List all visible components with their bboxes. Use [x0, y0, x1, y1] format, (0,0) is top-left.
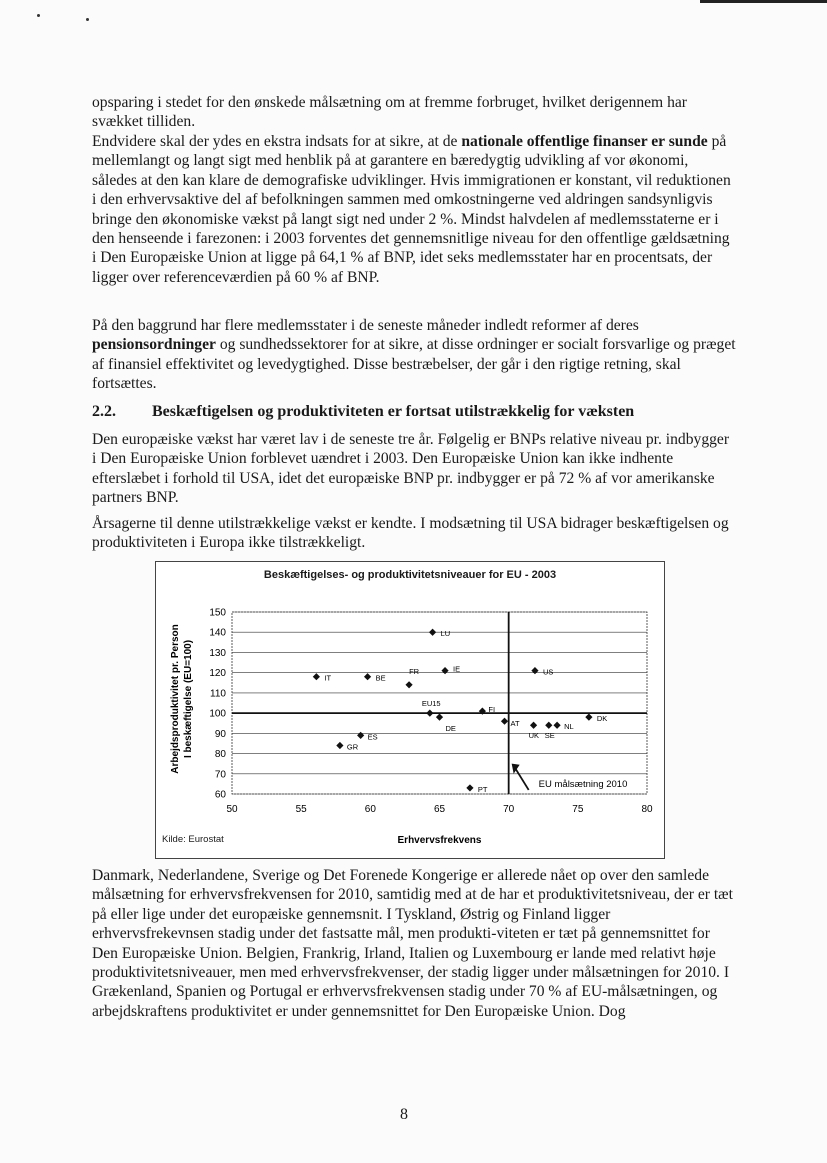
- section-title: Beskæftigelsen og produktiviteten er fortsat utilstrækkelig for væksten: [152, 403, 635, 420]
- paragraph-5: [92, 514, 736, 553]
- point-label-dk: DK: [596, 714, 608, 724]
- y-tick-label: 110: [210, 688, 226, 700]
- y-tick-label: 140: [209, 627, 226, 639]
- data-point-be: [364, 673, 371, 680]
- point-label-fr: FR: [409, 666, 420, 676]
- point-label-us: US: [542, 667, 554, 677]
- paragraph-3: [92, 316, 736, 394]
- scan-speck: [86, 18, 89, 21]
- point-label-nl: NL: [564, 722, 574, 732]
- paragraph-1: [92, 93, 736, 132]
- data-point-at: [501, 718, 508, 725]
- data-point-se: [545, 722, 552, 729]
- top-edge-line: [700, 0, 827, 3]
- y-tick-label: 70: [214, 769, 226, 781]
- point-label-at: AT: [510, 719, 520, 729]
- data-point-eu15: [426, 710, 433, 717]
- chart-source: Kilde: Eurostat: [162, 834, 224, 845]
- data-point-nl: [553, 722, 560, 729]
- point-label-es: ES: [367, 732, 378, 742]
- text-run: På den baggrund har flere medlemsstater i de seneste måneder indledt reformer af deres: [92, 317, 639, 334]
- x-axis-label: Erhvervsfrekvens: [397, 835, 482, 846]
- bold-phrase: pensionsordninger: [92, 336, 216, 354]
- paragraph-2: [92, 132, 736, 287]
- section-heading: [92, 402, 736, 422]
- annotation-label: EU målsætning 2010: [538, 778, 628, 790]
- x-tick-label: 65: [433, 804, 446, 815]
- point-label-fi: FI: [488, 705, 496, 715]
- data-point-gr: [336, 742, 343, 749]
- x-tick-label: 60: [364, 804, 376, 815]
- paragraph-4: [92, 430, 736, 508]
- x-tick-label: 50: [226, 804, 238, 815]
- y-tick-label: 60: [214, 789, 226, 801]
- data-point-dk: [585, 714, 592, 721]
- data-point-es: [357, 732, 364, 739]
- y-tick-label: 100: [209, 708, 226, 720]
- x-tick-label: 55: [295, 804, 307, 815]
- page-number: 8: [400, 1106, 408, 1123]
- y-tick-label: 120: [209, 668, 226, 680]
- text-run: Endvidere skal der ydes en ekstra indsats for at sikre, at de: [92, 133, 462, 150]
- y-tick-label: 90: [214, 728, 226, 740]
- data-point-fr: [405, 681, 412, 688]
- section-number: 2.2.: [92, 403, 116, 420]
- point-label-be: BE: [375, 673, 386, 683]
- text-run: og sundhedssektorer for at sikre, at disse ordninger er socialt forsvarlige og præget af finansiel effektivitet og levedygtighed. Disse bestræbelser, der går i den rigtige retning, skal fortsættes.: [92, 336, 736, 393]
- data-point-us: [531, 667, 538, 674]
- y-tick-label: 150: [209, 607, 226, 619]
- y-axis-label-line: I beskæftigelse (EU=100): [183, 639, 194, 759]
- point-label-it: IT: [324, 673, 332, 683]
- point-label-eu15: EU15: [421, 699, 441, 709]
- chart-title: Beskæftigelses- og produktivitetsniveauer for EU - 2003: [263, 569, 557, 581]
- point-label-gr: GR: [346, 742, 359, 752]
- text-run: Årsagerne til denne utilstrækkelige vækst er kendte. I modsætning til USA bidrager beskæftigelsen og produktiviteten i Europa ikke tilstrækkeligt.: [92, 515, 729, 552]
- scatter-chart: [156, 562, 664, 858]
- y-tick-label: 130: [209, 647, 226, 659]
- point-label-ie: IE: [453, 664, 461, 674]
- point-label-lu: LU: [440, 629, 451, 639]
- point-label-de: DE: [445, 724, 456, 734]
- paragraph-6: [92, 866, 736, 1021]
- y-axis-label-line: Arbejdsproduktivitet pr. Person: [170, 624, 181, 774]
- data-point-ie: [441, 667, 448, 674]
- text-run: Danmark, Nederlandene, Sverige og Det Forenede Kongerige er allerede nået op over den samlede målsætning for erhvervsfrekvensen for 2010, samtidig med at de har et produktivitetsniveau, der er tæt på eller lige under det europæiske gennemsnit. I Tyskland, Østrig og Finland ligger erhvervsfrekevnsen stadig under det fastsatte mål, men produkti-viteten er tæt på gennemsnittet for Den Europæiske Union. Belgien, Frankrig, Irland, Italien og Luxembourg er lande med relativt høje produktivitetsniveauer, men med erhvervsfrekvenser, der stadig ligger under målsætningen for 2010. I Grækenland, Spanien og Portugal er erhvervsfrekvensen stadig under 70 % af EU-målsætningen, og arbejdskraftens produktivitet er under gennemsnittet for Den Europæiske Union. Dog: [92, 867, 733, 1020]
- bold-phrase: nationale offentlige finanser er sunde: [461, 133, 708, 150]
- text-run: på mellemlangt og langt sigt med henblik på at garantere en bæredygtig udvikling af vor økonomi, således at den kan klare de demografiske udviklinger. Hvis immigrationen er konstant, vil reduktionen i den erhvervsaktive del af befolkningen sammen med omkostningerne ved aldringen sandsynligvis bringe den økonomiske vækst på langt sigt ned under 2 %. Mindst halvdelen af medlemsstaterne er i den henseende i farezonen: i 2003 forventes det gennemsnitlige niveau for den offentlige gældsætning i Den Europæiske Union at ligge på 64,1 % af BNP, idet seks medlemsstater har en procentsats, der ligger over referenceværdien på 60 % af BNP.: [92, 133, 731, 286]
- text-run: Den europæiske vækst har været lav i de seneste tre år. Følgelig er BNPs relative niveau pr. indbygger i Den Europæiske Union forblevet uændret i 2003. Den Europæiske Union kan ikke indhente efterslæbet i forhold til USA, idet det europæiske BNP pr. indbygger er på 72 % af vor amerikanske partners BNP.: [92, 431, 730, 507]
- x-tick-label: 80: [641, 804, 653, 815]
- text-run: opsparing i stedet for den ønskede målsætning om at fremme forbruget, hvilket derigennem har svækket tilliden.: [92, 94, 687, 131]
- x-tick-label: 70: [503, 804, 515, 815]
- data-point-de: [436, 714, 443, 721]
- data-point-lu: [429, 629, 436, 636]
- point-label-se: SE: [544, 731, 555, 741]
- x-tick-label: 75: [572, 804, 584, 815]
- chart-figure: [155, 561, 665, 859]
- y-tick-label: 80: [214, 749, 226, 761]
- scan-speck: [37, 14, 40, 17]
- data-point-uk: [530, 722, 537, 729]
- point-label-pt: PT: [477, 784, 488, 794]
- data-point-it: [313, 673, 320, 680]
- data-point-pt: [466, 784, 473, 791]
- point-label-uk: UK: [528, 731, 539, 741]
